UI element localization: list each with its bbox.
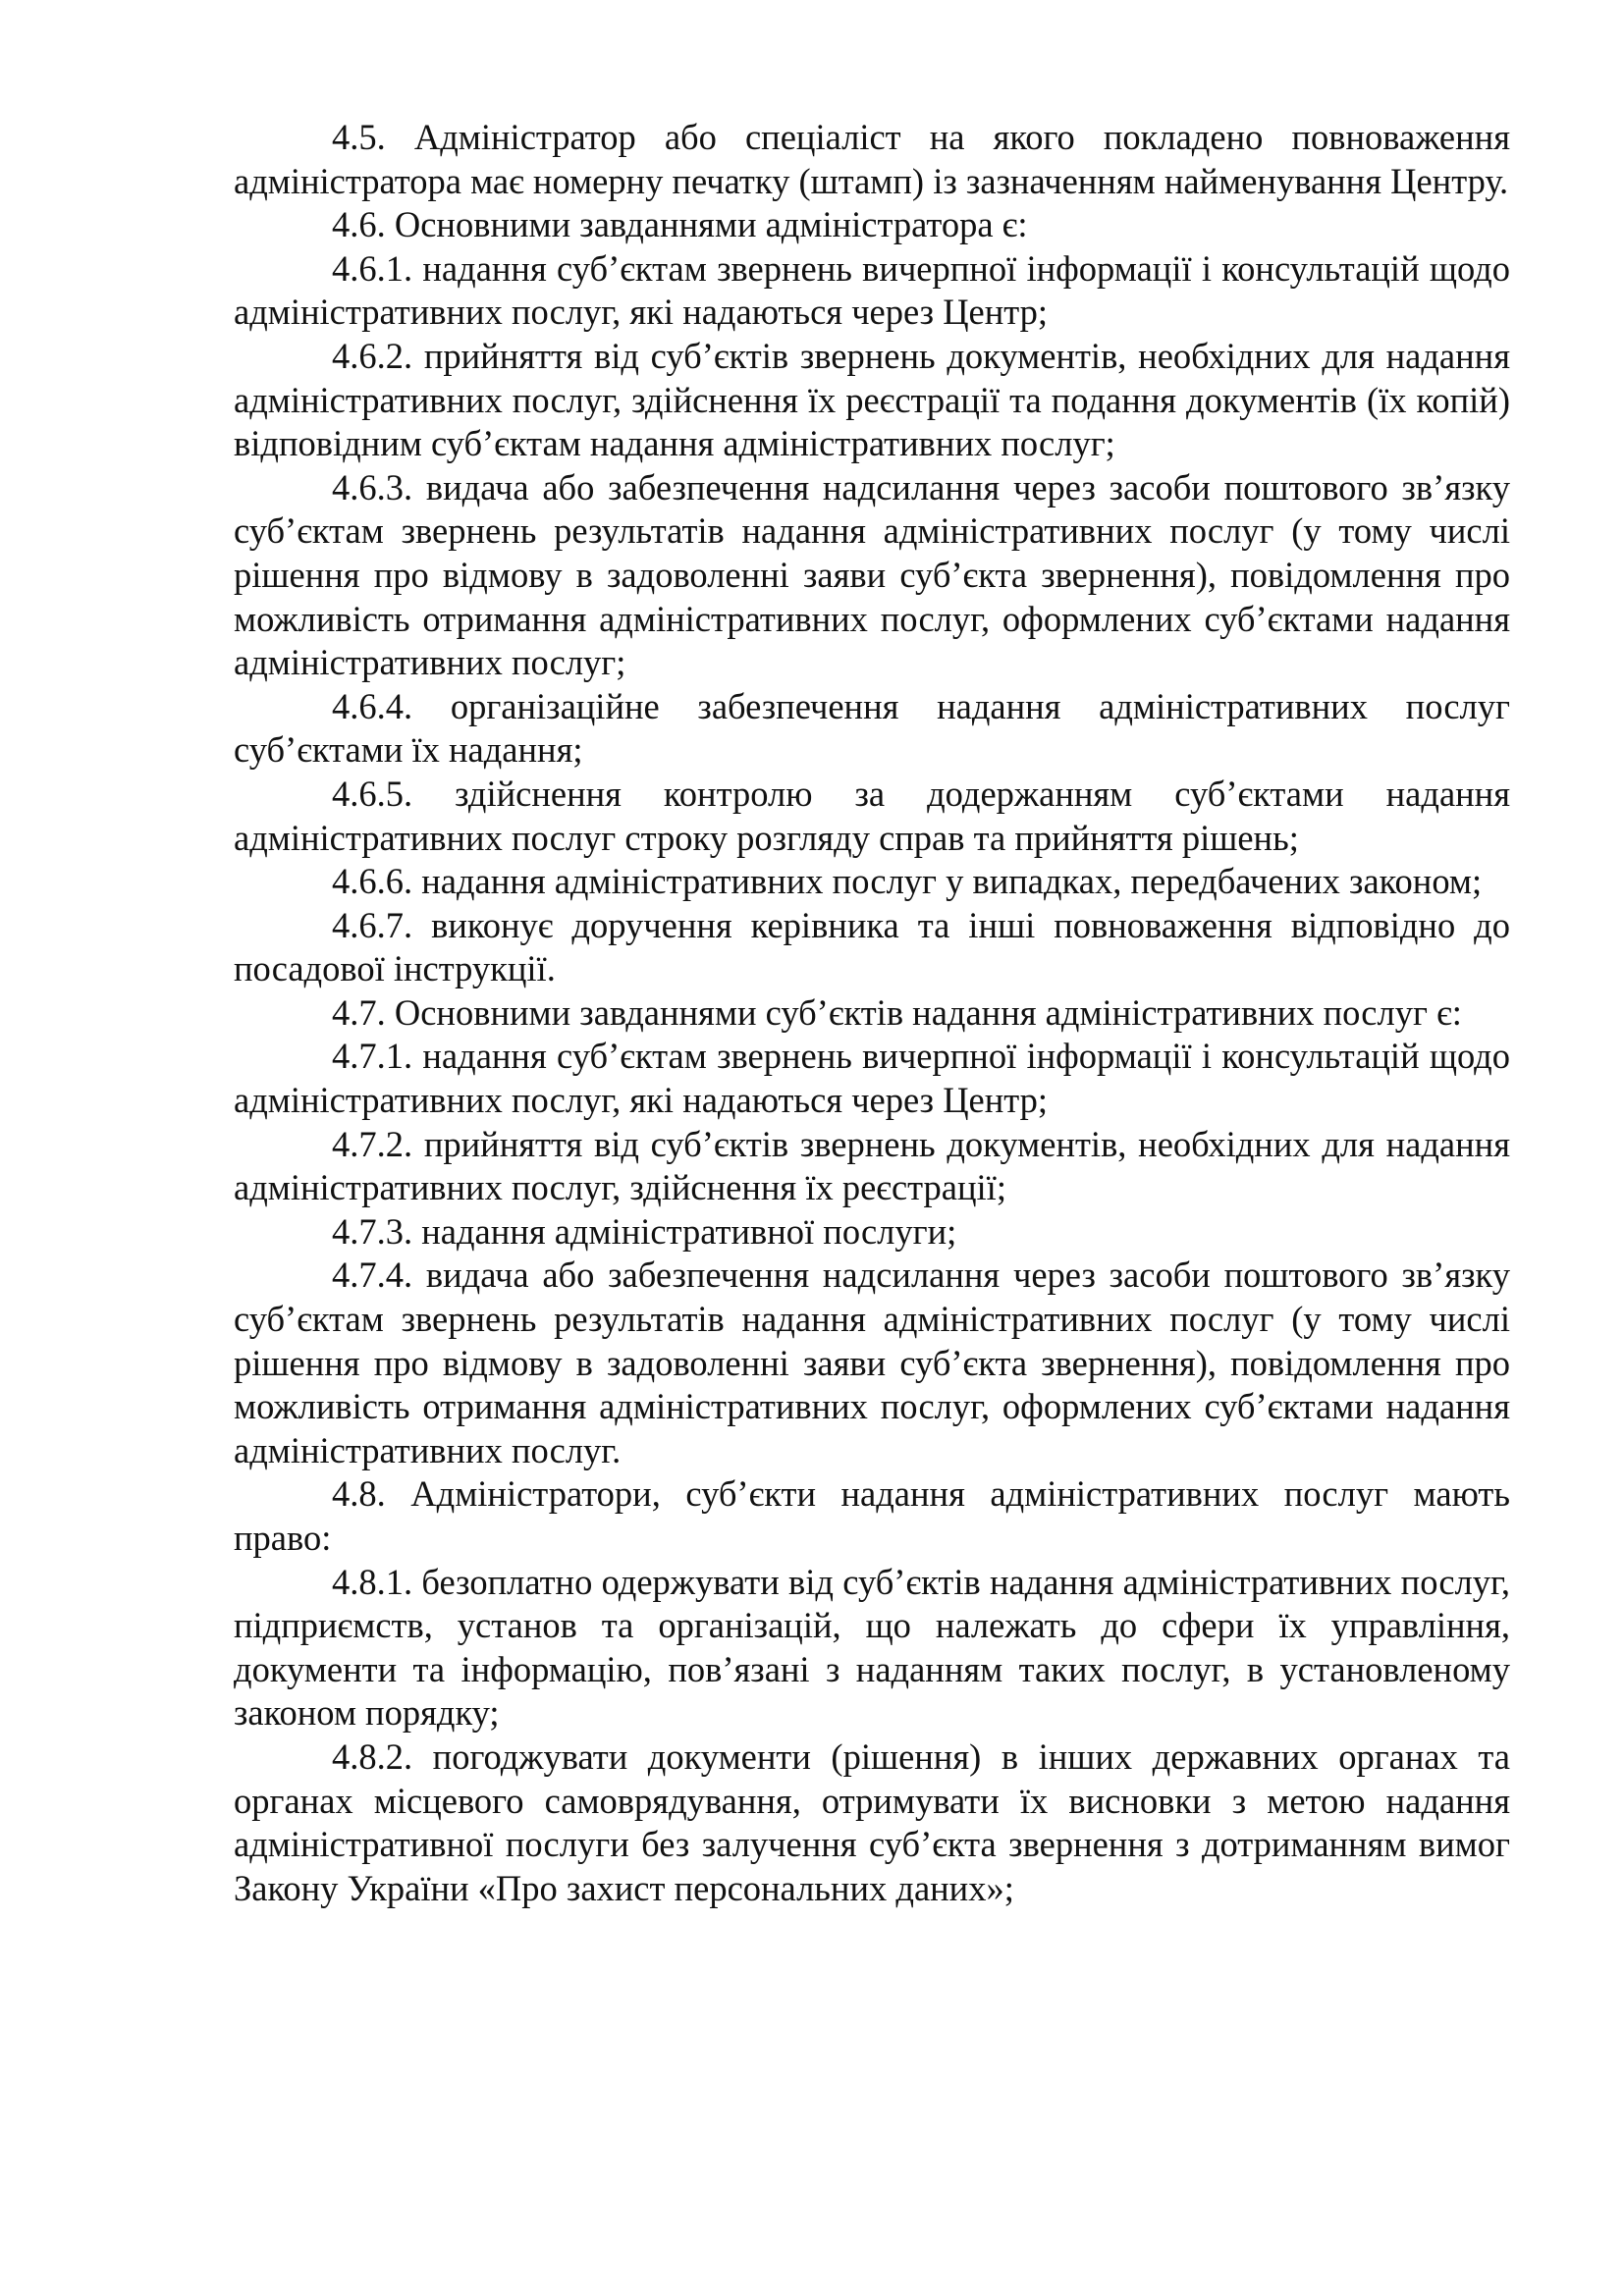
paragraph-4-6-5: 4.6.5. здійснення контролю за додержанням суб’єктами надання адміністративних послуг строку розгляду справ та прийняття рішень; xyxy=(234,773,1510,858)
paragraph-4-7-2: 4.7.2. прийняття від суб’єктів звернень документів, необхідних для надання адміністративних послуг, здійснення їх реєстрації; xyxy=(234,1123,1510,1208)
paragraph-4-7-1: 4.7.1. надання суб’єктам звернень вичерпної інформації і консультацій щодо адміністративних послуг, які надаються через Центр; xyxy=(234,1036,1510,1121)
paragraph-4-5: 4.5. Адміністратор або спеціаліст на якого покладено повноваження адміністратора має номерну печатку (штамп) із зазначенням найменування Центру. xyxy=(234,117,1510,201)
paragraph-4-7: 4.7. Основними завданнями суб’єктів надання адміністративних послуг є: xyxy=(332,991,1462,1033)
paragraph-4-6-4: 4.6.4. організаційне забезпечення надання адміністративних послуг суб’єктами їх надання; xyxy=(234,685,1510,771)
paragraph-4-6-6: 4.6.6. надання адміністративних послуг у випадках, передбачених законом; xyxy=(332,861,1483,902)
paragraph-4-8-1: 4.8.1. безоплатно одержувати від суб’єктів надання адміністративних послуг, підприємств, установ та організацій, що належать до сфери їх управління, документи та інформацію, пов’язані з наданням таких послуг, в установленому законом порядку; xyxy=(234,1561,1510,1734)
paragraph-4-7-4: 4.7.4. видача або забезпечення надсилання через засоби поштового зв’язку суб’єктам звернень результатів надання адміністративних послуг (у тому числі рішення про відмову в задоволенні заяви суб’єкта звернення), повідомлення про можливість отримання адміністративних послуг, оформлених суб’єктами надання адміністративних послуг. xyxy=(234,1255,1510,1470)
paragraph-4-6-7: 4.6.7. виконує доручення керівника та інші повноваження відповідно до посадової інструкції. xyxy=(234,904,1510,989)
document-body xyxy=(234,116,1510,1910)
paragraph-4-6: 4.6. Основними завданнями адміністратора є: xyxy=(332,204,1028,245)
paragraph-4-6-2: 4.6.2. прийняття від суб’єктів звернень документів, необхідних для надання адміністративних послуг, здійснення їх реєстрації та подання документів (їх копій) відповідним суб’єктам надання адміністративних послуг; xyxy=(234,335,1510,464)
paragraph-4-6-3: 4.6.3. видача або забезпечення надсилання через засоби поштового зв’язку суб’єктам звернень результатів надання адміністративних послуг (у тому числі рішення про відмову в задоволенні заяви суб’єкта звернення), повідомлення про можливість отримання адміністративних послуг, оформлених суб’єктами надання адміністративних послуг; xyxy=(234,466,1510,683)
paragraph-4-8: 4.8. Адміністратори, суб’єкти надання адміністративних послуг мають право: xyxy=(234,1473,1510,1558)
paragraph-4-6-1: 4.6.1. надання суб’єктам звернень вичерпної інформації і консультацій щодо адміністративних послуг, які надаються через Центр; xyxy=(234,247,1510,333)
paragraph-4-8-2: 4.8.2. погоджувати документи (рішення) в інших державних органах та органах місцевого самоврядування, отримувати їх висновки з метою надання адміністративної послуги без залучення суб’єкта звернення з дотриманням вимог Закону України «Про захист персональних даних»; xyxy=(234,1735,1510,1908)
paragraph-4-7-3: 4.7.3. надання адміністративної послуги; xyxy=(332,1210,957,1252)
